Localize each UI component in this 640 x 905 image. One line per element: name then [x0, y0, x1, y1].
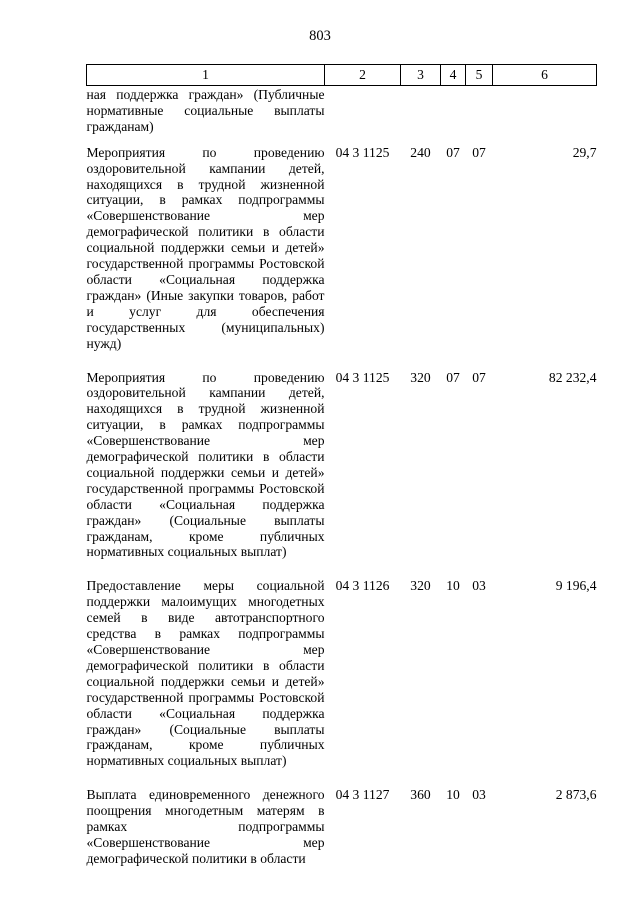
row-expense-type: 320 — [410, 578, 431, 594]
continuation-description: ная поддержка граждан» (Публичные нормативные социальные выплаты гражданам) — [86, 87, 325, 134]
table-row-continuation — [87, 86, 597, 135]
row-target-code: 04 3 1126 — [335, 578, 390, 594]
row-amount: 29,7 — [572, 144, 597, 160]
row-target-code: 04 3 1127 — [335, 787, 390, 803]
column-header-2: 2 — [325, 65, 401, 86]
table-header-row — [87, 65, 597, 86]
row-subsection: 07 — [472, 144, 486, 160]
budget-table — [86, 64, 597, 875]
row-description: Мероприятия по проведению оздоровительной кампании детей, находящихся в трудной жизненной ситуации, в рамках подпрограммы «Совершенствование мер демографической политики в области социальной поддержки семьи и детей» государственной программы Ростовской области «Социальная поддержка граждан» (Иные закупки товаров, работ и услуг для обеспечения государственных (муниципальных) нужд) — [86, 144, 325, 351]
column-header-4: 4 — [441, 65, 466, 86]
row-description: Предоставление меры социальной поддержки малоимущих многодетных семей в виде автотранспортного средства в рамках подпрограммы «Совершенствование мер демографической политики в области социальной поддержки семьи и детей» государственной программы Ростовской области «Социальная поддержка граждан» (Социальные выплаты гражданам, кроме публичных нормативных социальных выплат) — [86, 578, 325, 769]
column-header-5: 5 — [466, 65, 493, 86]
table-row — [87, 777, 597, 875]
row-amount: 2 873,6 — [555, 787, 597, 803]
row-description: Выплата единовременного денежного поощрения многодетным матерям в рамках подпрограммы «Совершенствование мер демографической политики в области — [86, 787, 325, 866]
row-target-code: 04 3 1125 — [335, 144, 390, 160]
row-target-code: 04 3 1125 — [335, 369, 390, 385]
column-header-6: 6 — [493, 65, 597, 86]
page-number: 803 — [309, 28, 331, 44]
row-amount: 82 232,4 — [548, 369, 597, 385]
row-subsection: 07 — [472, 369, 486, 385]
row-amount: 9 196,4 — [555, 578, 597, 594]
column-header-1: 1 — [87, 65, 325, 86]
row-section: 07 — [446, 369, 460, 385]
row-section: 10 — [446, 578, 460, 594]
row-expense-type: 240 — [410, 144, 431, 160]
row-expense-type: 360 — [410, 787, 431, 803]
row-subsection: 03 — [472, 578, 486, 594]
table-row — [87, 135, 597, 360]
row-description: Мероприятия по проведению оздоровительной кампании детей, находящихся в трудной жизненной ситуации, в рамках подпрограммы «Совершенствование мер демографической политики в области социальной поддержки семьи и детей» государственной программы Ростовской области «Социальная поддержка граждан» (Социальные выплаты гражданам, кроме публичных нормативных социальных выплат) — [86, 369, 325, 560]
row-section: 07 — [446, 144, 460, 160]
row-section: 10 — [446, 787, 460, 803]
table-row — [87, 568, 597, 777]
column-header-3: 3 — [401, 65, 441, 86]
row-expense-type: 320 — [410, 369, 431, 385]
table-row — [87, 360, 597, 569]
row-subsection: 03 — [472, 787, 486, 803]
